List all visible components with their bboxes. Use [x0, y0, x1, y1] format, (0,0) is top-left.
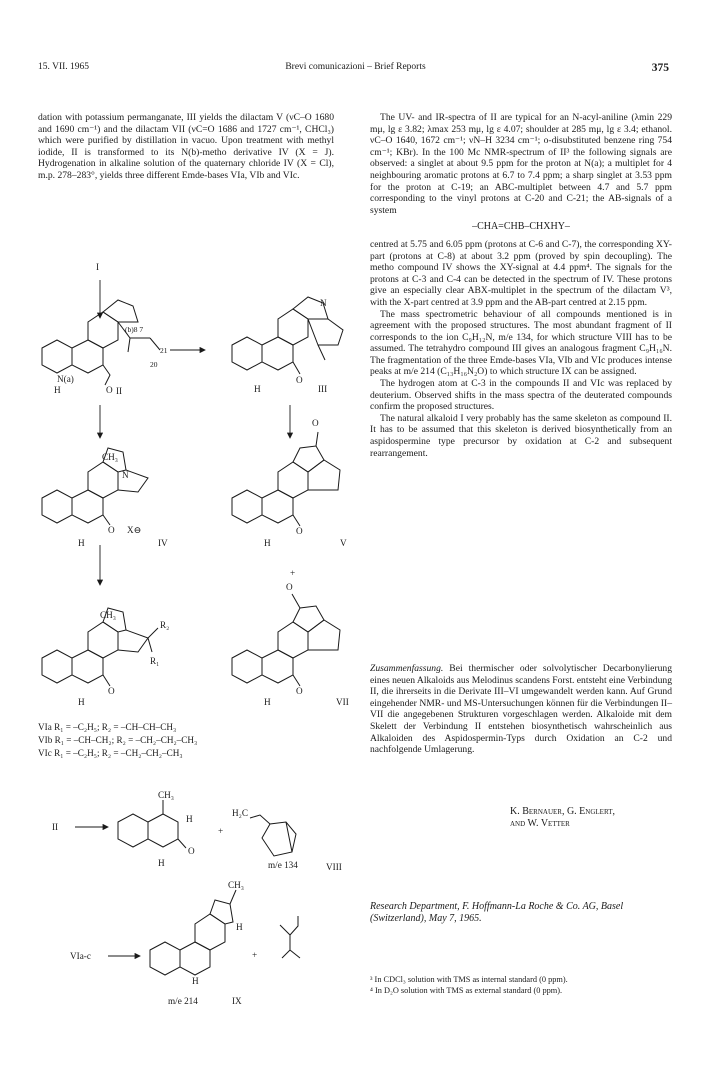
structure-side-chain: [280, 916, 300, 958]
label-R2: R₂: [160, 620, 170, 630]
summary-label: Zusammenfassung.: [370, 663, 444, 674]
label-R1: R₁: [150, 656, 160, 666]
label-plus-IX: +: [252, 950, 258, 960]
label-H-III: H: [254, 384, 261, 394]
legend-VIb: VIb R₁ = –CH–CH₂; R₂ = –CH₂–CH₂–CH₃: [38, 735, 198, 745]
label-II-fragment: II: [52, 822, 59, 832]
label-IX: IX: [232, 996, 242, 1006]
label-O-V: O: [296, 526, 303, 536]
label-V: V: [340, 538, 347, 548]
paragraph-deuterium: The hydrogen atom at C-3 in the compounds II and VIc was replaced by deuterium. Observed shifts in the mass spectra of the deuterated compounds confirm the proposed structures.: [370, 378, 672, 413]
label-H2C: H₂C: [232, 808, 248, 818]
label-H-frag-N: H: [158, 858, 165, 868]
label-H-VI: H: [78, 697, 85, 707]
label-CH3-frag: CH₃: [158, 790, 174, 800]
label-20: 20: [150, 360, 158, 369]
paragraph-spectra: The UV- and IR-spectra of II are typical for an N-acyl-aniline (λmin 229 mμ, lg ε 3.82; λmax 253 mμ, lg ε 4.07; shoulder at 285 mμ, lg ε 3.4; ethanol. νC–O 1640, 1672 cm⁻¹; νN–H 3234 cm⁻¹; o-disubstituted benzene ring 754 cm⁻¹; KBr). In the 100 Mc NMR-spectrum of II³ the following signals are observed: a singlet at about 9.5 ppm for the proton at N(a); a multiplet for 4 neighbouring aromatic protons at 6.7 to 7.4 ppm; a sharp singlet at 3.53 ppm for the proton at C-19; an ABC-multiplet between 4.7 and 5.7 ppm corresponding to the vinyl protons at C-20 and C-21; the AB-signals of a system: [370, 112, 672, 216]
label-O-VII-top: O: [286, 582, 293, 592]
label-me134: m/e 134: [268, 860, 298, 870]
formula-line: –CHA=CHB–CHXHY–: [472, 221, 570, 233]
label-CH3-VI: CH₃: [100, 610, 116, 620]
label-VII: VII: [336, 697, 349, 707]
label-O-V-top: O: [312, 418, 319, 428]
label-H-IV: H: [78, 538, 85, 548]
header-journal-title: Brevi comunicazioni – Brief Reports: [285, 62, 426, 72]
label-H-II: H: [54, 385, 61, 395]
label-CH3-IV: CH₃: [102, 452, 118, 462]
structure-fragment-A: [118, 800, 186, 848]
footnote-4: ⁴ In D₂O solution with TMS as external standard (0 ppm).: [370, 985, 563, 995]
label-O-VI: O: [108, 686, 115, 696]
label-III: III: [318, 384, 328, 394]
structure-VII: [232, 594, 340, 686]
header-date: 15. VII. 1965: [38, 62, 90, 72]
footnote-3: ³ In CDCl₃ solution with TMS as internal standard (0 ppm).: [370, 975, 568, 984]
label-O-frag: O: [188, 846, 195, 856]
label-plus-VIII: +: [218, 826, 224, 836]
label-Nb-II: (b)8 7: [125, 325, 144, 334]
label-VIac: VIa-c: [70, 951, 91, 961]
left-paragraph: dation with potassium permanganate, III yields the dilactam V (νC–O 1680 and 1690 cm⁻¹) and the dilactam VII (νC=O 1686 and 1727 cm⁻¹, CHCl₃) which were purified by distillation in vacuo. Upon treatment with methyl iodide, II is transformed to its N(b)-metho derivative IV (X = J). Hydrogenation in alkaline solution of the quaternary chloride IV (X = Cl), m.p. 278–283°, yields three different Emde-bases VIa, VIb and VIc.: [38, 112, 334, 181]
label-I: I: [96, 262, 100, 272]
label-O-IV: O: [108, 525, 115, 535]
label-plus-V-VII: +: [290, 568, 296, 578]
label-IV: IV: [158, 538, 168, 548]
label-me214: m/e 214: [168, 996, 198, 1006]
label-N-IV: N: [122, 470, 129, 480]
label-Na-II: N(a): [57, 374, 74, 384]
legend-VIc: VIc R₁ = –C₂H₅; R₂ = –CH₂–CH₂–CH₃: [38, 748, 183, 758]
label-H-V: H: [264, 538, 271, 548]
label-O-III: O: [296, 375, 303, 385]
label-O-II: O: [106, 385, 113, 395]
affiliation: Research Department, F. Hoffmann-La Roche & Co. AG, Basel (Switzerland), May 7, 1965.: [370, 901, 624, 924]
structure-IV: [42, 448, 148, 525]
paragraph-biosynthesis: The natural alkaloid I very probably has the same skeleton as compound II. It has to be assumed that this skeleton is derived biosynthetically from an aspidospermine type precursor by oxidation at C-2 and subsequent rearrangement.: [370, 412, 672, 459]
label-II: II: [116, 386, 123, 396]
label-O-VII: O: [296, 686, 303, 696]
paragraph-mass-spec: The mass spectrometric behaviour of all compounds mentioned is in agreement with the proposed structures. The most abundant fragment of II corresponds to the ion C₉H₁₂N, m/e 134, for which structure VIII has to be assumed. The tetrahydro compound III gives an analogous fragment C₉H₁₆N. The fragmentation of the three Emde-bases VIa, VIb and VIc produces intense peaks at m/e 214 (C₁₃H₁₆N₂O) to which structure IX can be assigned.: [370, 308, 672, 378]
label-H-frag: H: [186, 814, 193, 824]
header-page-number: 375: [651, 62, 669, 74]
label-VIII: VIII: [326, 862, 342, 872]
label-Xminus: X⊖: [127, 525, 142, 535]
label-N-III: N: [320, 298, 327, 308]
legend-VIa: VIa R₁ = –C₂H₅; R₂ = –CH–CH–CH₃: [38, 722, 177, 732]
label-21: 21: [160, 346, 168, 355]
label-H-VII: H: [264, 697, 271, 707]
structure-II: [42, 300, 160, 385]
structure-VIII: [250, 815, 296, 856]
authors-line-1: K. Bernauer, G. Englert,: [510, 806, 615, 817]
label-CH3-IX: CH₃: [228, 880, 244, 890]
label-H-IX: H: [236, 922, 243, 932]
label-H-IX-N: H: [192, 976, 199, 986]
structure-III: [232, 297, 343, 374]
structure-IX: [150, 890, 236, 975]
structure-V: [232, 432, 340, 526]
paragraph-nmr: centred at 5.75 and 6.05 ppm (protons at C-6 and C-7), the corresponding XY-part (protons at C-8) at about 3.2 ppm (proved by spin decoupling). The metho compound IV shows the XY-signal at 4.4 ppm⁴. The signals for the protons at C-3 and C-4 can be detected in the spectrum of IV. These protons give an especially clear ABX-multiplet in the spectrum of the dilactam V³, with the X-part centred at 3.9 ppm and the AB-part centred at 2.15 ppm.: [370, 238, 672, 308]
authors-line-2: and W. Vetter: [510, 818, 570, 829]
summary-text: Bei thermischer oder solvolytischer Decarbonylierung eines neuen Alkaloids aus Melodinus scandens Forst. entsteht eine Verbindung II, die ihrerseits in die Derivate III–VI umgewandelt werden kann. Auf Grund eingehender NMR- und MS-Untersuchungen können für die Verbindungen II–VII die angegebenen Strukturen vorgeschlagen werden. Alkaloide mit dem Skelett der Verbindung II entstehen biosynthetisch wahrscheinlich aus Alkaloiden des Aspidospermin-Typs durch Oxidation an C-2 und nachfolgende Umlagerung.: [370, 663, 672, 756]
